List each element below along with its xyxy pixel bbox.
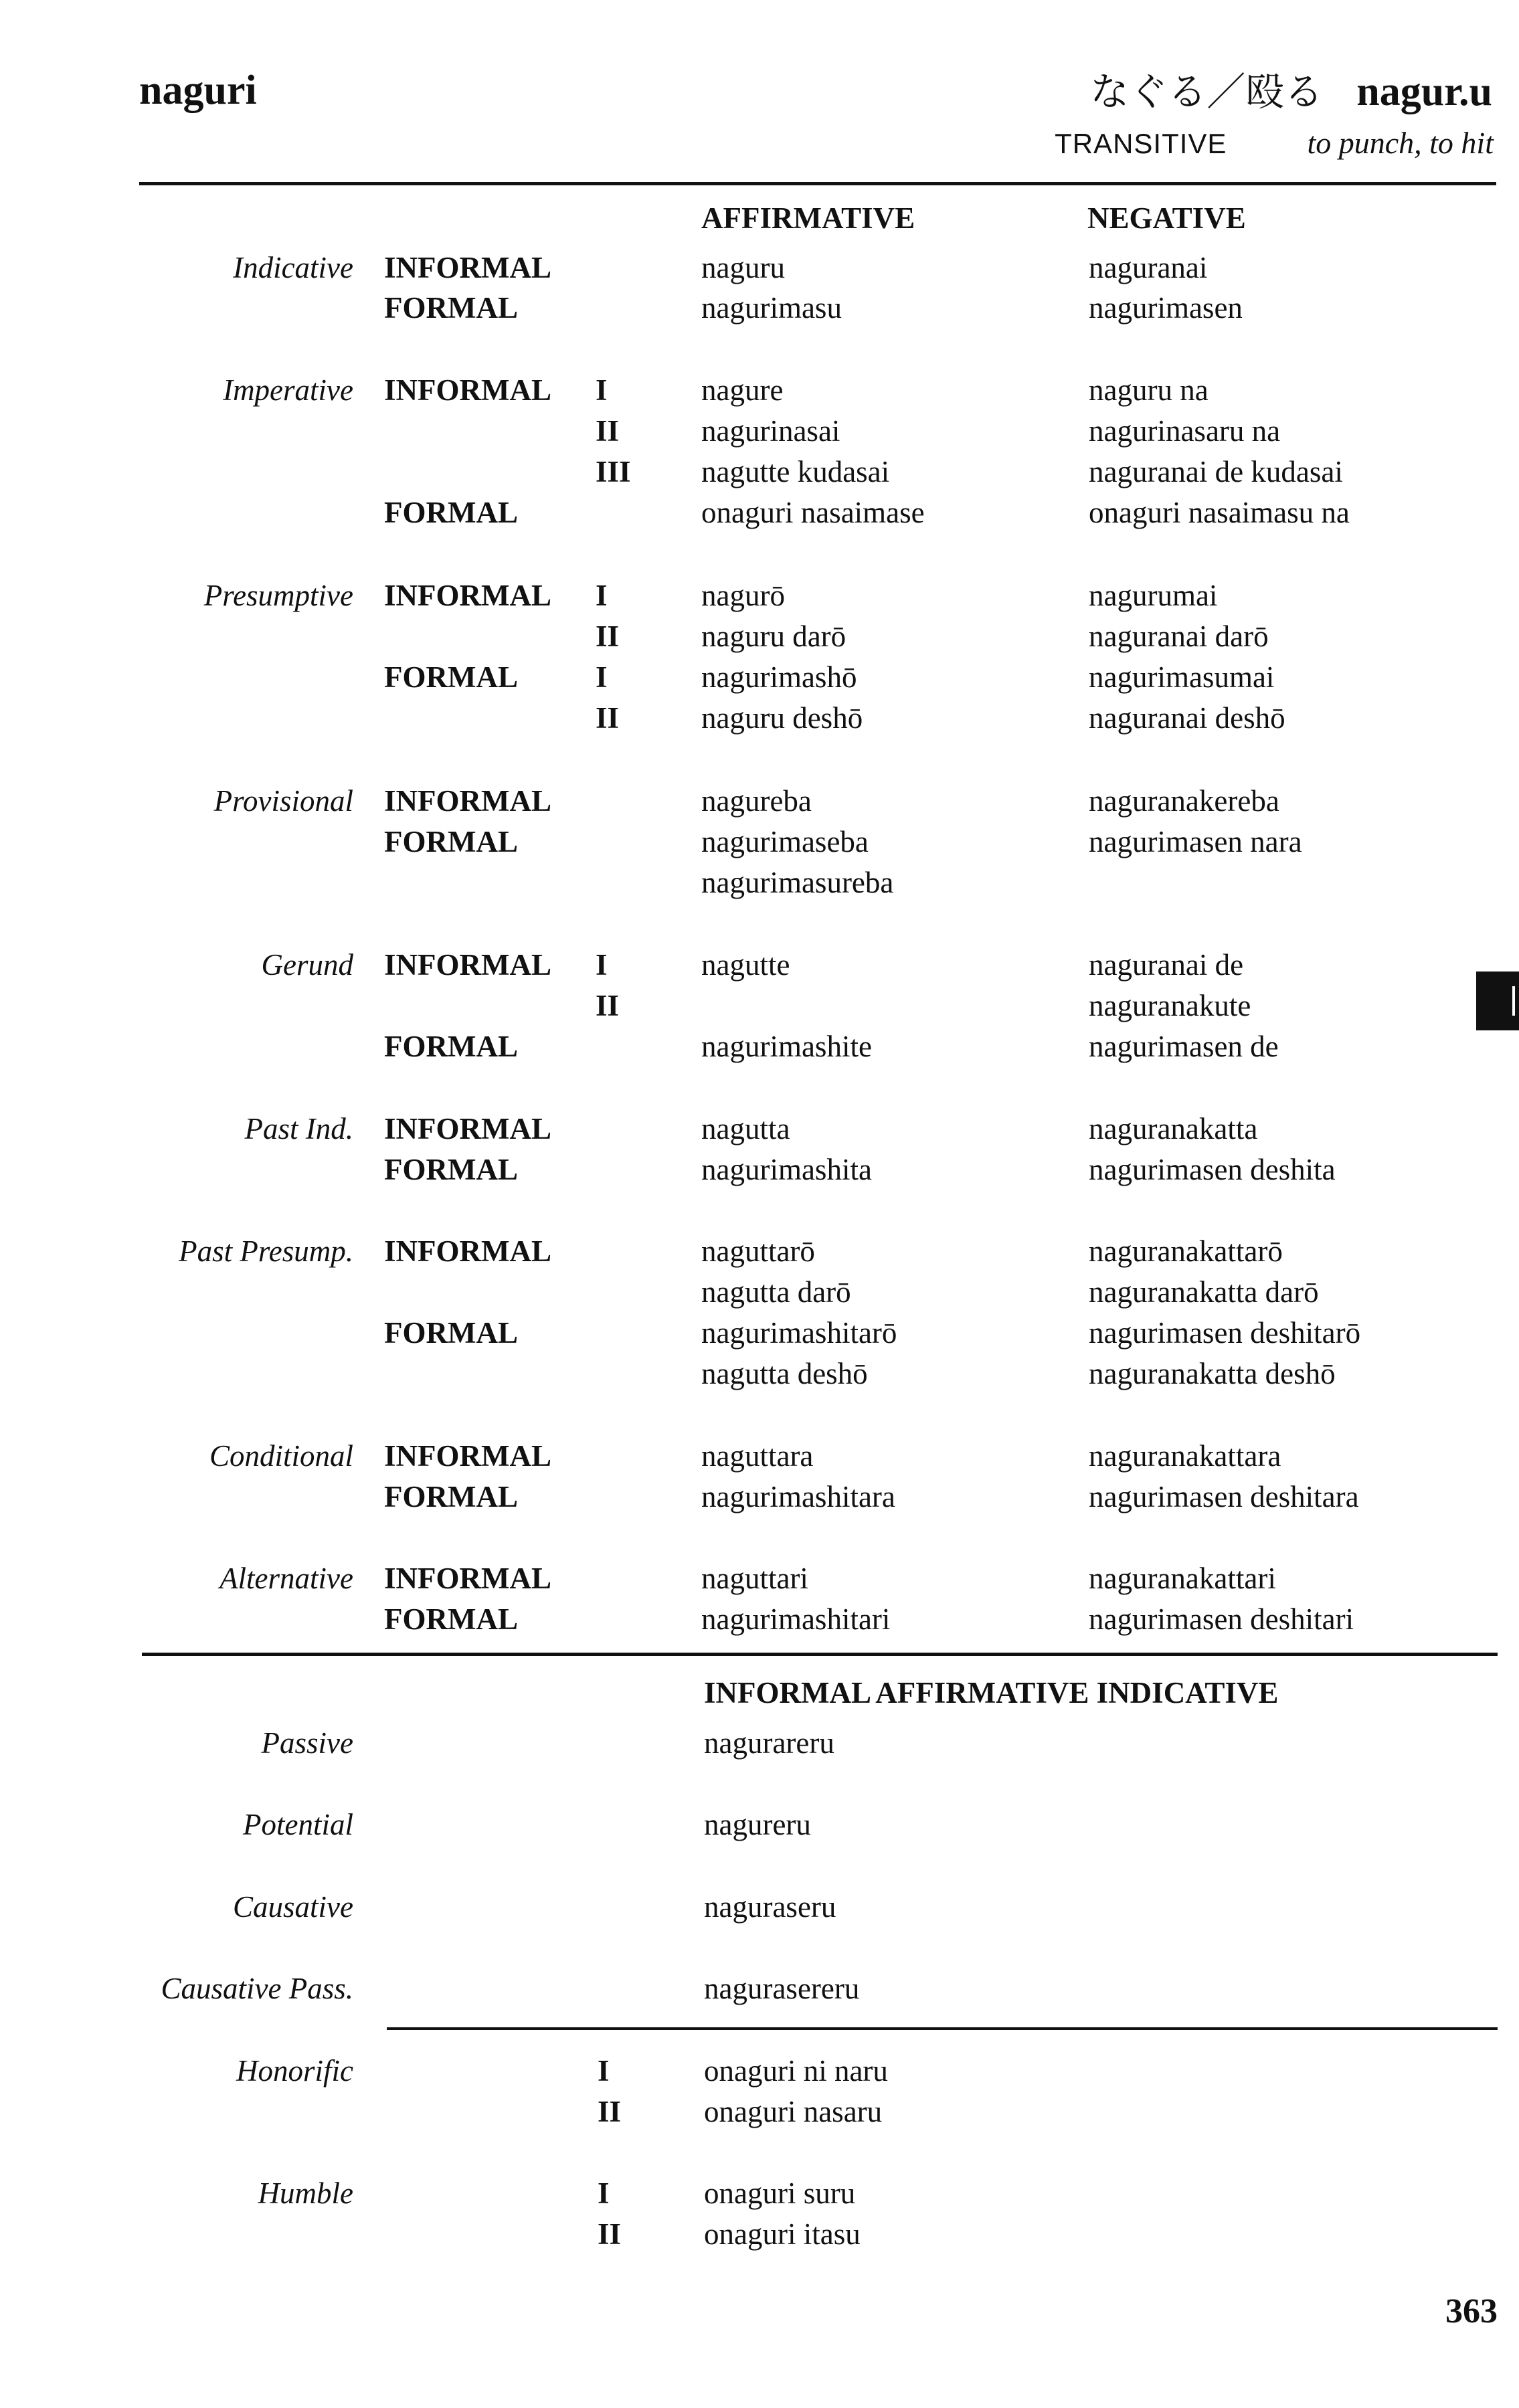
negative-form: nagurumai <box>1089 579 1218 612</box>
variant-number: II <box>598 2095 622 2128</box>
affirmative-form: nagurō <box>701 579 785 612</box>
negative-form: nagurimasen deshitarō <box>1089 1316 1361 1350</box>
affirmative-form: naguru darō <box>701 620 846 653</box>
negative-form: naguranakattarō <box>1089 1234 1283 1268</box>
variant-number: I <box>596 660 608 694</box>
variant-number: I <box>598 2054 610 2088</box>
affirmative-form: nagurimashite <box>701 1030 872 1063</box>
formality-label: FORMAL <box>384 1480 518 1513</box>
formality-label: INFORMAL <box>384 373 551 407</box>
derived-mood-label: Humble <box>258 2177 353 2210</box>
derived-mood-label: Causative Pass. <box>161 1972 353 2005</box>
mood-label: Conditional <box>209 1439 353 1473</box>
variant-number: I <box>596 948 608 982</box>
negative-form: naguranai darō <box>1089 620 1269 653</box>
affirmative-form: naguru deshō <box>701 701 863 735</box>
thumb-index-tab <box>1476 971 1519 1030</box>
mood-label: Provisional <box>213 784 353 818</box>
affirmative-form: nagurinasai <box>701 414 840 448</box>
formality-label: INFORMAL <box>384 251 551 284</box>
affirmative-form: naguru <box>701 251 785 284</box>
formality-label: INFORMAL <box>384 1562 551 1595</box>
kana-kanji-form: なぐる／殴る <box>1090 69 1324 114</box>
affirmative-form: nagutta <box>701 1112 790 1145</box>
affirmative-form: nagutte kudasai <box>701 455 890 488</box>
negative-form: nagurimasen nara <box>1089 825 1302 858</box>
affirmative-form: nagurimashō <box>701 660 857 694</box>
mood-label: Imperative <box>223 373 353 407</box>
mood-label: Past Ind. <box>244 1112 353 1145</box>
derived-form: onaguri ni naru <box>704 2054 888 2088</box>
affirmative-form: nagutta deshō <box>701 1357 868 1390</box>
formality-label: FORMAL <box>384 825 518 858</box>
variant-number: II <box>596 701 620 735</box>
mood-label: Alternative <box>219 1562 353 1595</box>
negative-column-header: NEGATIVE <box>1087 201 1246 235</box>
variant-number: II <box>596 620 620 653</box>
negative-form: naguranakattara <box>1089 1439 1281 1473</box>
formality-label: INFORMAL <box>384 948 551 982</box>
affirmative-form: nagurimashitari <box>701 1602 891 1636</box>
negative-form: nagurimasen <box>1089 291 1243 325</box>
entry-subtitle <box>1055 125 1494 161</box>
negative-form: naguranai de <box>1089 948 1244 982</box>
affirmative-form: nagurimashitarō <box>701 1316 897 1350</box>
formality-label: FORMAL <box>384 1316 518 1350</box>
formality-label: FORMAL <box>384 1030 518 1063</box>
variant-number: II <box>598 2217 622 2251</box>
derived-mood-label: Causative <box>233 1890 353 1924</box>
negative-form: nagurimasumai <box>1089 660 1275 694</box>
negative-form: naguranakereba <box>1089 784 1279 818</box>
affirmative-form: nagurimashitara <box>701 1480 895 1513</box>
affirmative-form: nagutta darō <box>701 1275 851 1309</box>
negative-form: naguranakatta <box>1089 1112 1258 1145</box>
verb-meaning: to punch, to hit <box>1307 126 1494 160</box>
negative-form: nagurimasen deshitara <box>1089 1480 1359 1513</box>
derived-form: onaguri nasaru <box>704 2095 883 2128</box>
affirmative-form: nagurimaseba <box>701 825 869 858</box>
page-headword: naguri <box>139 68 257 113</box>
affirmative-form: naguttara <box>701 1439 814 1473</box>
variant-number: I <box>596 373 608 407</box>
page-number: 363 <box>1445 2292 1498 2330</box>
negative-form: naguru na <box>1089 373 1209 407</box>
variant-number: I <box>596 579 608 612</box>
derived-form: nagurareru <box>704 1726 834 1760</box>
affirmative-form: nagutte <box>701 948 790 982</box>
negative-form: naguranai deshō <box>1089 701 1285 735</box>
derived-form: nagurasereru <box>704 1972 860 2005</box>
negative-form: naguranai <box>1089 251 1208 284</box>
negative-form: onaguri nasaimasu na <box>1089 496 1350 529</box>
mood-label: Indicative <box>233 251 353 284</box>
derived-mood-label: Potential <box>243 1808 353 1841</box>
negative-form: naguranakattari <box>1089 1562 1276 1595</box>
formality-label: FORMAL <box>384 291 518 325</box>
negative-form: naguranakute <box>1089 989 1251 1022</box>
table-divider-rule <box>142 1653 1498 1656</box>
affirmative-column-header: AFFIRMATIVE <box>701 201 915 235</box>
derived-form: nagureru <box>704 1808 811 1841</box>
negative-form: naguranakatta deshō <box>1089 1357 1336 1390</box>
derived-form: onaguri suru <box>704 2177 856 2210</box>
mood-label: Presumptive <box>203 579 353 612</box>
affirmative-form: nagurimasu <box>701 291 842 325</box>
affirmative-form: naguttari <box>701 1562 808 1595</box>
derived-forms-header: INFORMAL AFFIRMATIVE INDICATIVE <box>704 1676 1279 1709</box>
variant-number: III <box>596 455 631 488</box>
honorific-divider-rule <box>387 2027 1498 2030</box>
derived-mood-label: Passive <box>261 1726 353 1760</box>
formality-label: INFORMAL <box>384 1439 551 1473</box>
derived-mood-label: Honorific <box>236 2054 353 2088</box>
entry-title <box>1090 60 1492 116</box>
mood-label: Gerund <box>261 948 353 982</box>
formality-label: INFORMAL <box>384 579 551 612</box>
formality-label: FORMAL <box>384 496 518 529</box>
negative-form: nagurinasaru na <box>1089 414 1281 448</box>
negative-form: nagurimasen deshitari <box>1089 1602 1354 1636</box>
affirmative-form: naguttarō <box>701 1234 815 1268</box>
mood-label: Past Presump. <box>179 1234 353 1268</box>
formality-label: FORMAL <box>384 660 518 694</box>
variant-number: II <box>596 989 620 1022</box>
header-rule <box>139 182 1496 185</box>
formality-label: INFORMAL <box>384 1234 551 1268</box>
verb-type: TRANSITIVE <box>1055 128 1227 159</box>
formality-label: INFORMAL <box>384 784 551 818</box>
affirmative-form: onaguri nasaimase <box>701 496 925 529</box>
formality-label: FORMAL <box>384 1153 518 1186</box>
negative-form: nagurimasen de <box>1089 1030 1279 1063</box>
affirmative-form: nagureba <box>701 784 812 818</box>
variant-number: II <box>596 414 620 448</box>
negative-form: naguranakatta darō <box>1089 1275 1319 1309</box>
affirmative-form: nagurimashita <box>701 1153 872 1186</box>
affirmative-form: nagure <box>701 373 784 407</box>
variant-number: I <box>598 2177 610 2210</box>
formality-label: FORMAL <box>384 1602 518 1636</box>
negative-form: nagurimasen deshita <box>1089 1153 1336 1186</box>
formality-label: INFORMAL <box>384 1112 551 1145</box>
negative-form: naguranai de kudasai <box>1089 455 1343 488</box>
derived-form: naguraseru <box>704 1890 836 1924</box>
derived-form: onaguri itasu <box>704 2217 861 2251</box>
affirmative-form: nagurimasureba <box>701 866 894 899</box>
dictionary-form: nagur.u <box>1356 69 1492 114</box>
